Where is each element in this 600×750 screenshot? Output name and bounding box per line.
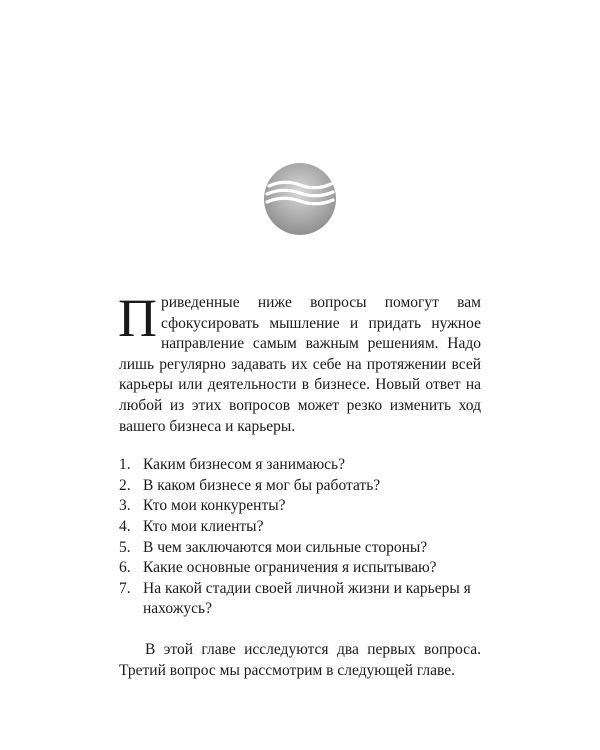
list-item: [119, 517, 481, 538]
list-item-text: Кто мои конкуренты?: [143, 497, 286, 515]
list-item: [119, 538, 481, 559]
list-item-text: Кто мои клиенты?: [143, 517, 264, 535]
list-item-text: На какой стадии своей личной жизни и карьеры я нахожусь?: [143, 579, 471, 618]
list-item-number: 5.: [119, 538, 131, 556]
list-item: [119, 558, 481, 579]
list-item-number: 7.: [119, 579, 131, 597]
list-item-number: 2.: [119, 476, 131, 494]
list-item-number: 6.: [119, 559, 131, 577]
body-text: [118, 288, 481, 681]
list-item: [119, 476, 481, 497]
list-item-number: 3.: [119, 497, 131, 515]
list-item: [119, 496, 481, 517]
list-item-text: Каким бизнесом я занимаюсь?: [143, 456, 345, 474]
list-item-text: Какие основные ограничения я испытываю?: [143, 559, 437, 577]
list-item-number: 1.: [119, 456, 131, 474]
list-item: [119, 579, 481, 620]
drop-cap: П: [118, 288, 157, 348]
intro-paragraph: [118, 288, 481, 437]
list-item-number: 4.: [119, 517, 131, 535]
list-item-text: В каком бизнесе я мог бы работать?: [143, 476, 381, 494]
intro-text: риведенные ниже вопросы помогут вам сфокусировать мышление и придать нужное направление самым важным решениям. Надо лишь регулярно задавать их себе на протяжении всей карьеры или деятельности в бизнесе. Новый ответ на любой из этих вопросов может резко изменить ход вашего бизнеса и карьеры.: [119, 294, 481, 435]
question-list: [119, 455, 481, 620]
wave-circle-icon: [263, 162, 337, 236]
closing-paragraph: В этой главе исследуются два первых вопроса. Третий вопрос мы рассмотрим в следующей главе.: [119, 640, 481, 679]
list-item: [119, 455, 481, 476]
list-item-text: В чем заключаются мои сильные стороны?: [143, 538, 428, 556]
